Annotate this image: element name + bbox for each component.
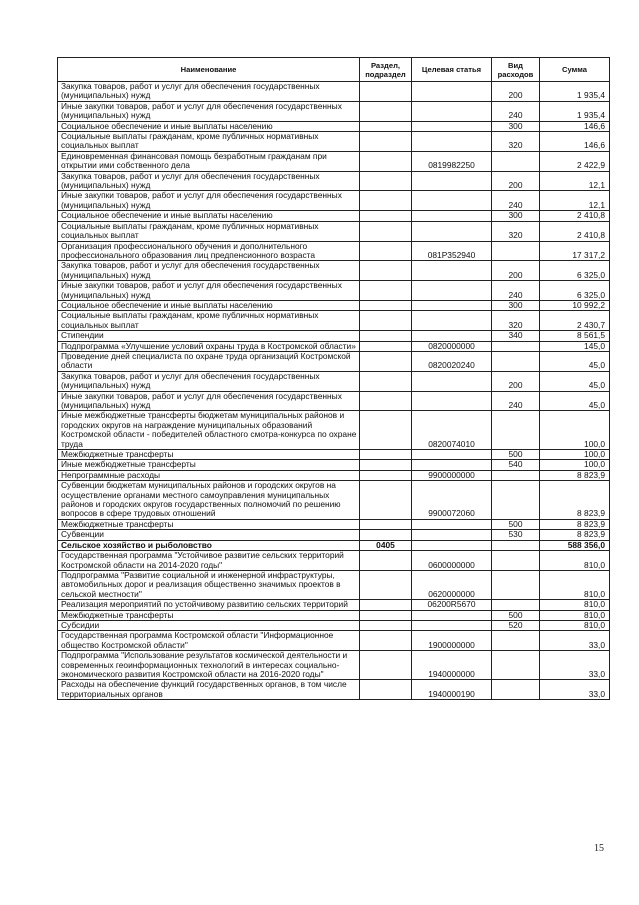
cell-section [360, 341, 412, 351]
table-row [58, 610, 610, 620]
cell-section [360, 82, 412, 102]
table-row [58, 371, 610, 391]
cell-target: 9900000000 [412, 470, 492, 480]
table-row [58, 391, 610, 411]
cell-section [360, 351, 412, 371]
cell-name: Межбюджетные трансферты [58, 519, 360, 529]
cell-target [412, 82, 492, 102]
cell-kind [492, 540, 540, 550]
cell-target: 0820074010 [412, 411, 492, 450]
cell-target [412, 300, 492, 310]
cell-sum: 8 561,5 [540, 331, 610, 341]
cell-sum: 6 325,0 [540, 261, 610, 281]
cell-target: 0600000000 [412, 551, 492, 571]
table-row [58, 331, 610, 341]
cell-target [412, 530, 492, 540]
cell-target [412, 191, 492, 211]
cell-section [360, 151, 412, 171]
cell-sum: 8 823,9 [540, 470, 610, 480]
table-row [58, 121, 610, 131]
cell-sum: 10 992,2 [540, 300, 610, 310]
cell-section: 0405 [360, 540, 412, 550]
cell-sum: 810,0 [540, 620, 610, 630]
cell-section [360, 411, 412, 450]
cell-target [412, 610, 492, 620]
cell-sum: 45,0 [540, 371, 610, 391]
cell-name: Расходы на обеспечение функций государственных органов, в том числе территориальных органов [58, 680, 360, 700]
table-row [58, 82, 610, 102]
cell-name: Закупка товаров, работ и услуг для обеспечения государственных (муниципальных) нужд [58, 261, 360, 281]
table-row [58, 101, 610, 121]
cell-target [412, 281, 492, 301]
cell-kind: 500 [492, 610, 540, 620]
cell-section [360, 281, 412, 301]
cell-sum: 45,0 [540, 351, 610, 371]
cell-kind [492, 351, 540, 371]
cell-section [360, 631, 412, 651]
cell-kind [492, 151, 540, 171]
cell-name: Социальные выплаты гражданам, кроме публичных нормативных социальных выплат [58, 221, 360, 241]
budget-table [57, 57, 610, 700]
cell-sum: 146,6 [540, 132, 610, 152]
page-number: 15 [594, 843, 604, 854]
cell-sum: 100,0 [540, 460, 610, 470]
cell-kind: 320 [492, 132, 540, 152]
cell-kind: 200 [492, 261, 540, 281]
cell-kind: 320 [492, 311, 540, 331]
cell-name: Межбюджетные трансферты [58, 450, 360, 460]
table-row [58, 221, 610, 241]
cell-target: 1900000000 [412, 631, 492, 651]
cell-name: Организация профессионального обучения и дополнительного профессионального образования лиц предпенсионного возраста [58, 241, 360, 261]
cell-section [360, 311, 412, 331]
cell-name: Непрограммные расходы [58, 470, 360, 480]
cell-name: Социальные выплаты гражданам, кроме публичных нормативных социальных выплат [58, 311, 360, 331]
table-row [58, 411, 610, 450]
cell-kind: 300 [492, 211, 540, 221]
cell-sum: 2 422,9 [540, 151, 610, 171]
table-row [58, 261, 610, 281]
cell-kind [492, 551, 540, 571]
cell-kind: 200 [492, 371, 540, 391]
cell-target [412, 121, 492, 131]
cell-sum: 12,1 [540, 191, 610, 211]
header-target: Целевая статья [412, 58, 492, 82]
cell-target [412, 450, 492, 460]
cell-kind [492, 481, 540, 520]
cell-section [360, 610, 412, 620]
cell-section [360, 221, 412, 241]
cell-sum: 810,0 [540, 610, 610, 620]
cell-sum: 100,0 [540, 411, 610, 450]
header-sum: Сумма [540, 58, 610, 82]
table-row [58, 191, 610, 211]
cell-kind: 240 [492, 391, 540, 411]
cell-section [360, 519, 412, 529]
cell-kind: 240 [492, 101, 540, 121]
table-row [58, 651, 610, 680]
cell-name: Социальное обеспечение и иные выплаты населению [58, 121, 360, 131]
cell-kind [492, 631, 540, 651]
cell-name: Социальное обеспечение и иные выплаты населению [58, 300, 360, 310]
cell-section [360, 460, 412, 470]
cell-sum: 33,0 [540, 651, 610, 680]
cell-kind: 540 [492, 460, 540, 470]
cell-target [412, 311, 492, 331]
cell-kind [492, 341, 540, 351]
table-row [58, 530, 610, 540]
cell-name: Подпрограмма «Улучшение условий охраны труда в Костромской области» [58, 341, 360, 351]
cell-section [360, 132, 412, 152]
cell-section [360, 171, 412, 191]
table-row [58, 680, 610, 700]
cell-target: 0819982250 [412, 151, 492, 171]
cell-target: 0620000000 [412, 570, 492, 599]
cell-sum: 100,0 [540, 450, 610, 460]
cell-name: Единовременная финансовая помощь безработным гражданам при открытии ими собственного дела [58, 151, 360, 171]
cell-target [412, 620, 492, 630]
cell-target: 06200R5670 [412, 600, 492, 610]
cell-kind: 340 [492, 331, 540, 341]
cell-kind: 240 [492, 191, 540, 211]
cell-section [360, 191, 412, 211]
cell-name: Закупка товаров, работ и услуг для обеспечения государственных (муниципальных) нужд [58, 82, 360, 102]
table-row [58, 481, 610, 520]
table-row [58, 570, 610, 599]
cell-section [360, 241, 412, 261]
cell-section [360, 530, 412, 540]
cell-name: Проведение дней специалиста по охране труда организаций Костромской области [58, 351, 360, 371]
cell-kind: 200 [492, 171, 540, 191]
cell-target: 1940000000 [412, 651, 492, 680]
table-row [58, 631, 610, 651]
cell-sum: 2 410,8 [540, 211, 610, 221]
cell-name: Государственная программа "Устойчивое развитие сельских территорий Костромской области на 2014-2020 годы" [58, 551, 360, 571]
cell-section [360, 450, 412, 460]
cell-name: Социальные выплаты гражданам, кроме публичных нормативных социальных выплат [58, 132, 360, 152]
cell-sum: 17 317,2 [540, 241, 610, 261]
cell-target [412, 171, 492, 191]
cell-kind: 320 [492, 221, 540, 241]
cell-kind [492, 600, 540, 610]
cell-section [360, 211, 412, 221]
cell-section [360, 300, 412, 310]
cell-sum: 1 935,4 [540, 101, 610, 121]
cell-target [412, 221, 492, 241]
cell-sum: 588 356,0 [540, 540, 610, 550]
cell-section [360, 121, 412, 131]
table-row [58, 460, 610, 470]
cell-section [360, 101, 412, 121]
header-name: Наименование [58, 58, 360, 82]
cell-name: Субвенции бюджетам муниципальных районов и городских округов на осуществление органами местного самоуправления муниципальных районов и городских округов государственных полномочий по решению вопросов в сфере трудовых отношений [58, 481, 360, 520]
cell-kind [492, 411, 540, 450]
header-section: Раздел, подраздел [360, 58, 412, 82]
cell-sum: 146,6 [540, 121, 610, 131]
cell-name: Подпрограмма "Использование результатов космической деятельности и современных геоинформационных технологий в интересах социально-экономического развития Костромской области на 2016-2020 годы" [58, 651, 360, 680]
cell-kind: 500 [492, 519, 540, 529]
cell-sum: 6 325,0 [540, 281, 610, 301]
cell-sum: 8 823,9 [540, 519, 610, 529]
cell-sum: 810,0 [540, 600, 610, 610]
header-kind: Вид расходов [492, 58, 540, 82]
cell-target [412, 132, 492, 152]
table-row [58, 551, 610, 571]
cell-target [412, 331, 492, 341]
cell-target [412, 261, 492, 281]
cell-target: 9900072060 [412, 481, 492, 520]
cell-name: Закупка товаров, работ и услуг для обеспечения государственных (муниципальных) нужд [58, 371, 360, 391]
table-row [58, 450, 610, 460]
cell-sum: 2 410,8 [540, 221, 610, 241]
cell-name: Реализация мероприятий по устойчивому развитию сельских территорий [58, 600, 360, 610]
table-row [58, 540, 610, 550]
table-row [58, 519, 610, 529]
table-row [58, 470, 610, 480]
cell-name: Иные закупки товаров, работ и услуг для обеспечения государственных (муниципальных) нужд [58, 101, 360, 121]
cell-sum: 33,0 [540, 631, 610, 651]
cell-section [360, 371, 412, 391]
cell-kind: 500 [492, 450, 540, 460]
cell-target [412, 101, 492, 121]
cell-name: Иные закупки товаров, работ и услуг для обеспечения государственных (муниципальных) нужд [58, 391, 360, 411]
cell-kind: 520 [492, 620, 540, 630]
cell-name: Иные межбюджетные трансферты [58, 460, 360, 470]
cell-kind: 300 [492, 121, 540, 131]
table-header-row [58, 58, 610, 82]
table-row [58, 300, 610, 310]
cell-kind: 300 [492, 300, 540, 310]
cell-name: Иные закупки товаров, работ и услуг для обеспечения государственных (муниципальных) нужд [58, 191, 360, 211]
table-body [58, 82, 610, 700]
cell-section [360, 331, 412, 341]
cell-kind [492, 570, 540, 599]
cell-sum: 145,0 [540, 341, 610, 351]
cell-section [360, 470, 412, 480]
cell-sum: 2 430,7 [540, 311, 610, 331]
cell-sum: 45,0 [540, 391, 610, 411]
table-row [58, 241, 610, 261]
cell-name: Стипендии [58, 331, 360, 341]
table-row [58, 151, 610, 171]
cell-section [360, 551, 412, 571]
cell-kind: 530 [492, 530, 540, 540]
table-row [58, 600, 610, 610]
cell-target: 1940000190 [412, 680, 492, 700]
cell-name: Государственная программа Костромской области "Информационное общество Костромской области" [58, 631, 360, 651]
cell-kind: 200 [492, 82, 540, 102]
cell-target [412, 391, 492, 411]
cell-sum: 8 823,9 [540, 530, 610, 540]
cell-name: Субсидии [58, 620, 360, 630]
cell-name: Субвенции [58, 530, 360, 540]
cell-kind: 240 [492, 281, 540, 301]
cell-kind [492, 470, 540, 480]
cell-target [412, 371, 492, 391]
table-row [58, 341, 610, 351]
cell-name: Иные межбюджетные трансферты бюджетам муниципальных районов и городских округов на награждение муниципальных образований Костромской области - победителей областного смотра-конкурса по охране труда [58, 411, 360, 450]
table-row [58, 351, 610, 371]
cell-section [360, 570, 412, 599]
cell-section [360, 600, 412, 610]
table-row [58, 620, 610, 630]
cell-sum: 12,1 [540, 171, 610, 191]
table-row [58, 311, 610, 331]
cell-section [360, 481, 412, 520]
cell-section [360, 680, 412, 700]
cell-sum: 810,0 [540, 551, 610, 571]
cell-target: 0820020240 [412, 351, 492, 371]
cell-kind [492, 680, 540, 700]
table-row [58, 171, 610, 191]
cell-target [412, 540, 492, 550]
cell-target [412, 519, 492, 529]
cell-sum: 33,0 [540, 680, 610, 700]
cell-kind [492, 241, 540, 261]
cell-sum: 810,0 [540, 570, 610, 599]
table-row [58, 211, 610, 221]
cell-target [412, 460, 492, 470]
cell-name: Социальное обеспечение и иные выплаты населению [58, 211, 360, 221]
cell-name: Закупка товаров, работ и услуг для обеспечения государственных (муниципальных) нужд [58, 171, 360, 191]
cell-section [360, 391, 412, 411]
cell-section [360, 620, 412, 630]
cell-section [360, 261, 412, 281]
cell-sum: 1 935,4 [540, 82, 610, 102]
cell-name: Межбюджетные трансферты [58, 610, 360, 620]
cell-name: Иные закупки товаров, работ и услуг для обеспечения государственных (муниципальных) нужд [58, 281, 360, 301]
cell-name: Подпрограмма "Развитие социальной и инженерной инфраструктуры, автомобильных дорог и реализация общественно значимых проектов в сельской местности" [58, 570, 360, 599]
cell-target: 081P352940 [412, 241, 492, 261]
cell-target [412, 211, 492, 221]
table-row [58, 132, 610, 152]
table-row [58, 281, 610, 301]
cell-name: Сельское хозяйство и рыболовство [58, 540, 360, 550]
cell-kind [492, 651, 540, 680]
cell-sum: 8 823,9 [540, 481, 610, 520]
cell-section [360, 651, 412, 680]
cell-target: 0820000000 [412, 341, 492, 351]
